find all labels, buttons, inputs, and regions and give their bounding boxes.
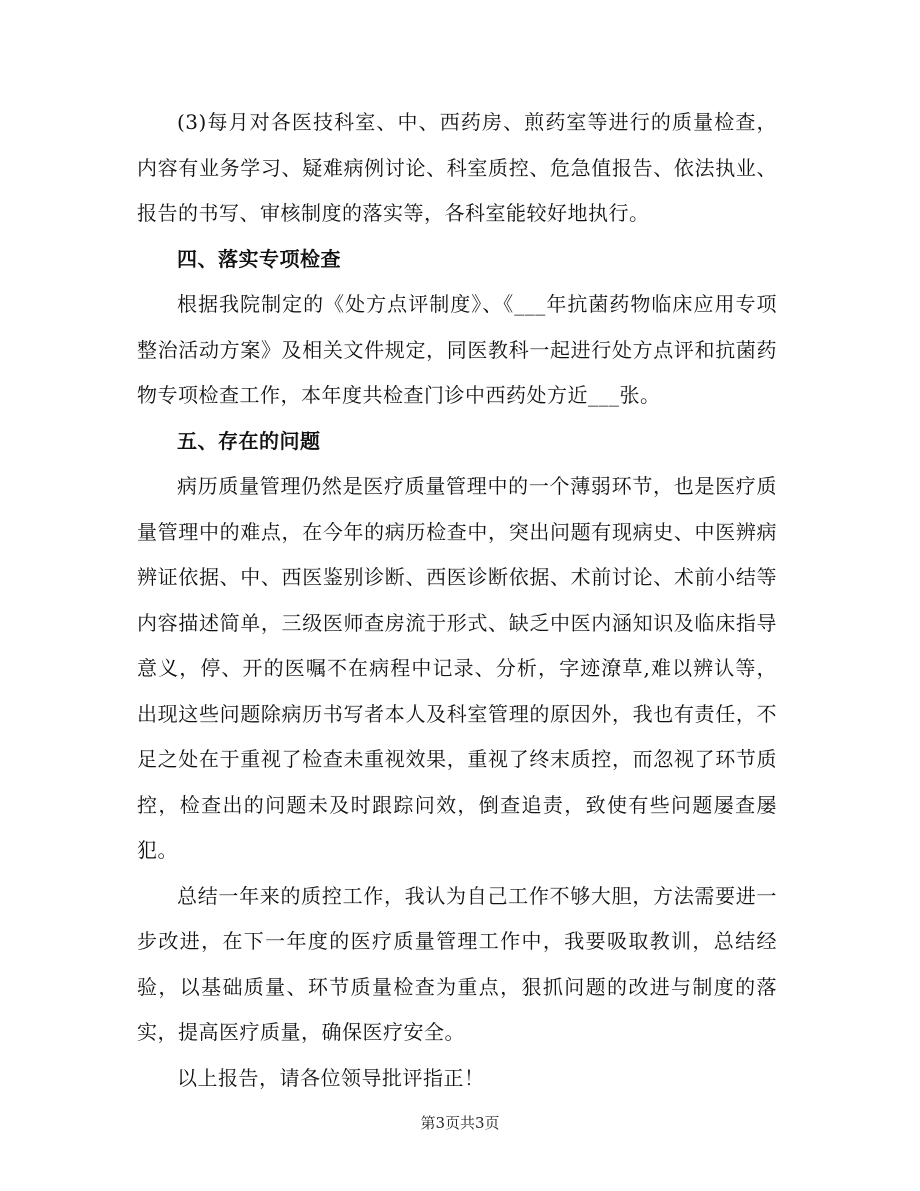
section-heading-special-inspection: 四、落实专项检查	[177, 246, 341, 271]
page-number-footer: 第3页共3页	[420, 1114, 500, 1132]
section-heading-existing-problems: 五、存在的问题	[177, 428, 321, 453]
paragraph-summary: 总结一年来的质控工作，我认为自己工作不够大胆，方法需要进一步改进，在下一年度的医疗质量管理工作中，我要吸取教训，总结经验，以基础质量、环节质量检查为重点，狠抓问题的改进与制度的落实，提高医疗质量，确保医疗安全。	[137, 883, 777, 1044]
document-body	[137, 100, 777, 1101]
paragraph-prescription-review: 根据我院制定的《处方点评制度》、《___年抗菌药物临床应用专项整治活动方案》及相关文件规定，同医教科一起进行处方点评和抗菌药物专项检查工作，本年度共检查门诊中西药处方近___张。	[137, 292, 777, 407]
paragraph-closing: 以上报告，请各位领导批评指正！	[177, 1065, 485, 1090]
paragraph-problems-detail: 病历质量管理仍然是医疗质量管理中的一个薄弱环节，也是医疗质量管理中的难点，在今年的病历检查中，突出问题有现病史、中医辨病辨证依据、中、西医鉴别诊断、西医诊断依据、术前讨论、术前小结等内容描述简单，三级医师查房流于形式、缺乏中医内涵知识及临床指导意义，停、开的医嘱不在病程中记录、分析，字迹潦草,难以辨认等，出现这些问题除病历书写者本人及科室管理的原因外，我也有责任，不足之处在于重视了检查未重视效果，重视了终末质控，而忽视了环节质控，检查出的问题未及时跟踪问效，倒查追责，致使有些问题屡查屡犯。	[137, 474, 777, 862]
paragraph-quality-inspection: (3)每月对各医技科室、中、西药房、煎药室等进行的质量检查，内容有业务学习、疑难病例讨论、科室质控、危急值报告、依法执业、报告的书写、审核制度的落实等，各科室能较好地执行。	[137, 110, 777, 225]
